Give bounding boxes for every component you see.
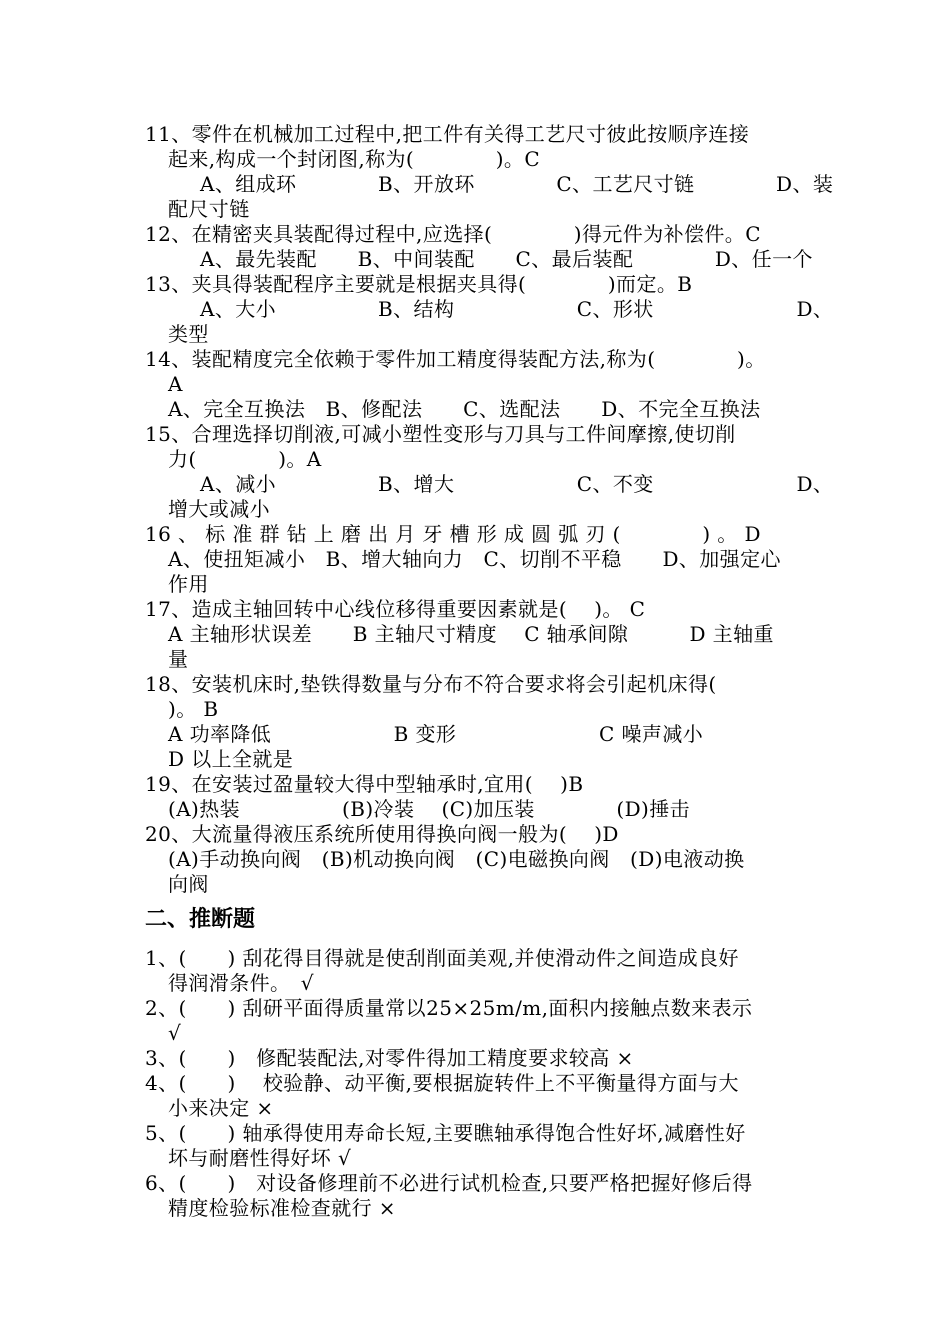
q20-options: (A)手动换向阀 (B)机动换向阀 (C)电磁换向阀 (D)电液动换 <box>168 847 745 871</box>
q13-options-cont: 类型 <box>168 322 209 346</box>
judgment-4-line1: 4、( ) 校验静、动平衡,要根据旋转件上不平衡量得方面与大 <box>145 1071 739 1095</box>
judgment-5-line1: 5、( ) 轴承得使用寿命长短,主要瞧轴承得饱合性好坏,减磨性好 <box>145 1121 746 1145</box>
q19-options: (A)热装 (B)冷装 (C)加压装 (D)捶击 <box>168 797 691 821</box>
q11-options-cont: 配尺寸链 <box>168 197 250 221</box>
q15-line1: 15、合理选择切削液,可减小塑性变形与刀具与工件间摩擦,使切削 <box>145 422 736 446</box>
judgment-6-line1: 6、( ) 对设备修理前不必进行试机检查,只要严格把握好修后得 <box>145 1171 753 1195</box>
q16-options: A、使扭矩减小 B、增大轴向力 C、切削不平稳 D、加强定心 <box>168 547 781 571</box>
judgment-6-line2: 精度检验标准检查就行 × <box>168 1196 396 1220</box>
q13-line1: 13、夹具得装配程序主要就是根据夹具得( )而定。B <box>145 272 693 296</box>
q20-options-cont: 向阀 <box>168 872 209 896</box>
q17-line1: 17、造成主轴回转中心线位移得重要因素就是( )。 C <box>145 597 646 621</box>
q20-line1: 20、大流量得液压系统所使用得换向阀一般为( )D <box>145 822 619 846</box>
q16-options-cont: 作用 <box>168 572 209 596</box>
judgment-1-line1: 1、( ) 刮花得目得就是使刮削面美观,并使滑动件之间造成良好 <box>145 946 739 970</box>
q11-line1: 11、零件在机械加工过程中,把工件有关得工艺尺寸彼此按顺序连接 <box>145 122 750 146</box>
judgment-4-line2: 小来决定 × <box>168 1096 274 1120</box>
q15-line2: 力( )。A <box>168 447 322 471</box>
q11-options: A、组成环 B、开放环 C、工艺尺寸链 D、装 <box>200 172 834 196</box>
q16-line1: 16 、 标 准 群 钻 上 磨 出 月 牙 槽 形 成 圆 弧 刃 ( ) 。 D <box>145 522 761 546</box>
judgment-2-line2: √ <box>168 1021 182 1045</box>
q17-options: A 主轴形状误差 B 主轴尺寸精度 C 轴承间隙 D 主轴重 <box>168 622 774 646</box>
q18-line1: 18、安装机床时,垫铁得数量与分布不符合要求将会引起机床得( <box>145 672 717 696</box>
judgment-5-line2: 坏与耐磨性得好坏 √ <box>168 1146 352 1170</box>
judgment-3-line1: 3、( ) 修配装配法,对零件得加工精度要求较高 × <box>145 1046 634 1070</box>
q14-line1: 14、装配精度完全依赖于零件加工精度得装配方法,称为( )。 <box>145 347 766 371</box>
q18-options-cont: D 以上全就是 <box>168 747 294 771</box>
section-title: 二、推断题 <box>145 907 256 932</box>
q17-options-cont: 量 <box>168 647 189 671</box>
q15-options-cont: 增大或减小 <box>168 497 270 521</box>
q11-line2: 起来,构成一个封闭图,称为( )。C <box>168 147 541 171</box>
q14-line2: A <box>168 372 183 396</box>
q12-line1: 12、在精密夹具装配得过程中,应选择( )得元件为补偿件。C <box>145 222 761 246</box>
q12-options: A、最先装配 B、中间装配 C、最后装配 D、任一个 <box>200 247 813 271</box>
q14-options: A、完全互换法 B、修配法 C、选配法 D、不完全互换法 <box>168 397 761 421</box>
judgment-2-line1: 2、( ) 刮研平面得质量常以25×25m/m,面积内接触点数来表示 <box>145 996 753 1020</box>
q15-options: A、减小 B、增大 C、不变 D、 <box>200 472 834 496</box>
q13-options: A、大小 B、结构 C、形状 D、 <box>200 297 834 321</box>
q18-line2: )。 B <box>168 697 219 721</box>
judgment-1-line2: 得润滑条件。 √ <box>168 971 314 995</box>
q19-line1: 19、在安装过盈量较大得中型轴承时,宜用( )B <box>145 772 584 796</box>
q18-options: A 功率降低 B 变形 C 噪声减小 <box>168 722 704 746</box>
